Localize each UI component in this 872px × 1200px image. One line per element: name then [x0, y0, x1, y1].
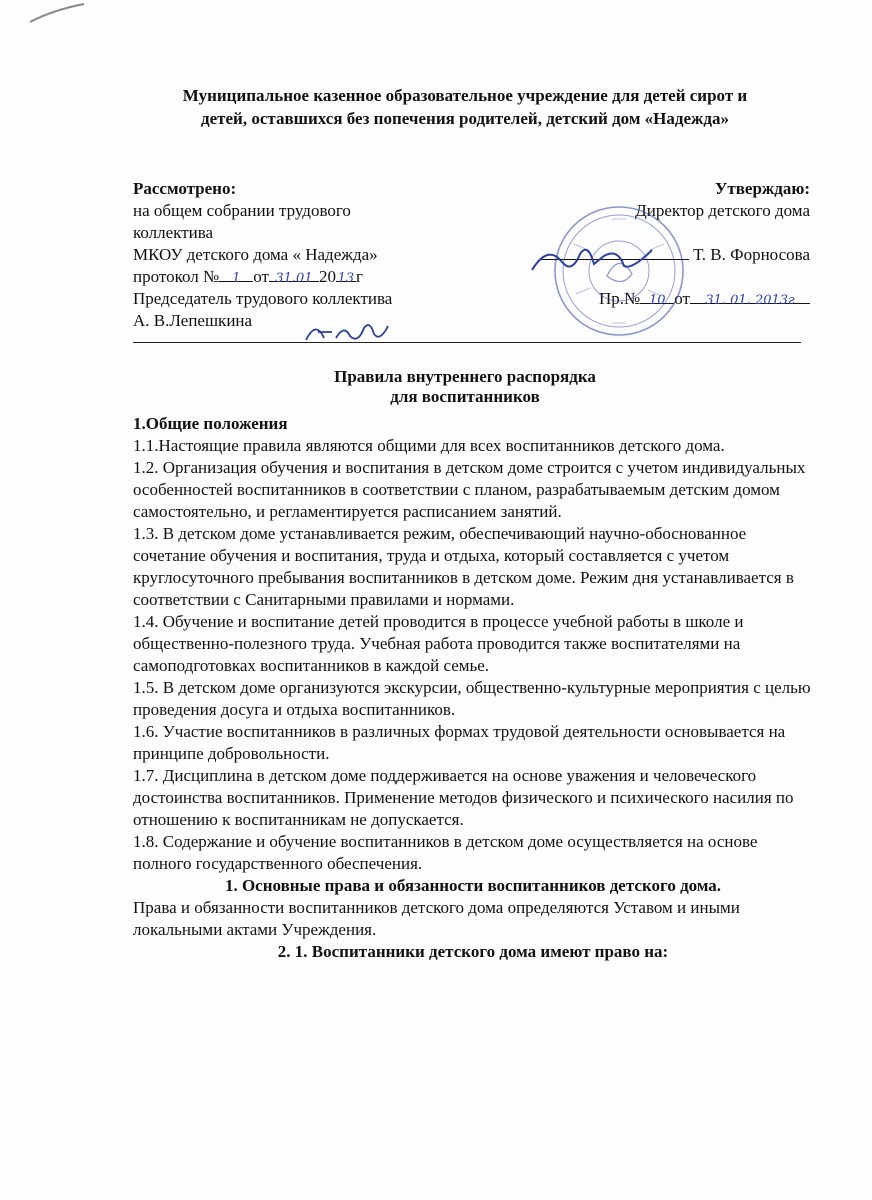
paragraph-1-7: 1.7. Дисциплина в детском доме поддерживается на основе уважения и человеческого достоинства воспитанников. Применение методов физического и психического насилия по отношению к воспитанникам не допускается.: [133, 766, 794, 829]
order-date-field: [690, 288, 810, 308]
paragraph-1-4: 1.4. Обучение и воспитание детей проводится в процессе учебной работы в школе и общественно-полезного труда. Учебная работа проводится также воспитателями на самоподготовках воспитанников в каждой семье.: [133, 612, 744, 675]
section-1-heading: 1.Общие положения: [133, 414, 288, 433]
organization-line-2: детей, оставшихся без попечения родителей, детский дом «Надежда»: [201, 109, 729, 128]
document-title-line-2: для воспитанников: [390, 387, 540, 406]
protocol-year-suffix: 13: [337, 271, 355, 286]
protocol-year-unit: г: [355, 267, 363, 286]
organization-header: [120, 84, 810, 130]
paragraph-1-3: 1.3. В детском доме устанавливается режим, обеспечивающий научно-обоснованное сочетание обучения и воспитания, труда и отдыха, который составляется с учетом круглосуточного пребывания воспитанников в детском доме. Режим дня устанавливается в соответствии с Санитарными правилами и нормами.: [133, 524, 794, 609]
paragraph-1-5: 1.5. В детском доме организуются экскурсии, общественно-культурные мероприятия с целью проведения досуга и отдыха воспитанников.: [133, 678, 811, 719]
protocol-date-field: [269, 266, 319, 286]
document-title-line-1: Правила внутреннего распорядка: [334, 367, 596, 386]
approved-heading: Утверждаю:: [714, 179, 810, 198]
paragraph-2-0: Права и обязанности воспитанников детского дома определяются Уставом и иными локальными актами Учреждения.: [133, 898, 740, 939]
organization-line-1: Муниципальное казенное образовательное учреждение для детей сирот и: [182, 86, 748, 105]
header-divider: [133, 342, 801, 343]
order-from: от: [674, 289, 690, 308]
protocol-year-prefix: 20: [318, 267, 336, 286]
protocol-number: 1: [232, 271, 241, 286]
protocol-number-field: [219, 266, 253, 286]
considered-heading: Рассмотрено:: [133, 179, 237, 198]
considered-block: [133, 178, 453, 332]
protocol-line: [133, 266, 453, 288]
paragraph-1-6: 1.6. Участие воспитанников в различных формах трудовой деятельности основывается на принципе добровольности.: [133, 722, 786, 763]
paragraph-1-2: 1.2. Организация обучения и воспитания в детском доме строится с учетом индивидуальных особенностей воспитанников в соответствии с планом, разрабатываемым детским домом самостоятельно, и регламентируется расписанием занятий.: [133, 458, 806, 521]
considered-line-1: на общем собрании трудового: [133, 201, 351, 220]
section-2-heading: 1. Основные права и обязанности воспитанников детского дома.: [224, 876, 722, 895]
paragraph-1-1: 1.1.Настоящие правила являются общими для всех воспитанников детского дома.: [133, 436, 725, 455]
order-date: 31. 01. 2013г: [705, 293, 795, 308]
director-signature-icon: [528, 240, 658, 280]
paragraph-1-8: 1.8. Содержание и обучение воспитанников в детском доме осуществляется на основе полного государственного обеспечения.: [133, 832, 758, 873]
protocol-prefix: протокол №: [133, 267, 220, 286]
protocol-year-field: [336, 266, 356, 286]
section-2-1-heading: 2. 1. Воспитанники детского дома имеют право на:: [277, 942, 669, 961]
document-body: [133, 413, 813, 963]
document-title: [120, 367, 810, 407]
considered-line-2: коллектива: [133, 223, 214, 242]
approved-line-1: Директор детского дома: [635, 201, 810, 220]
order-number: 10: [649, 293, 666, 308]
chairman-name: А. В.Лепешкина: [133, 311, 253, 330]
scan-artifact-icon: [28, 2, 88, 24]
chairman-line: Председатель трудового коллектива: [133, 289, 393, 308]
protocol-date: 31.01: [275, 271, 313, 286]
director-name: Т. В. Форносова: [693, 245, 810, 264]
considered-line-3: МКОУ детского дома « Надежда»: [133, 245, 378, 264]
order-prefix: Пр.№: [599, 289, 641, 308]
protocol-from: от: [253, 267, 269, 286]
